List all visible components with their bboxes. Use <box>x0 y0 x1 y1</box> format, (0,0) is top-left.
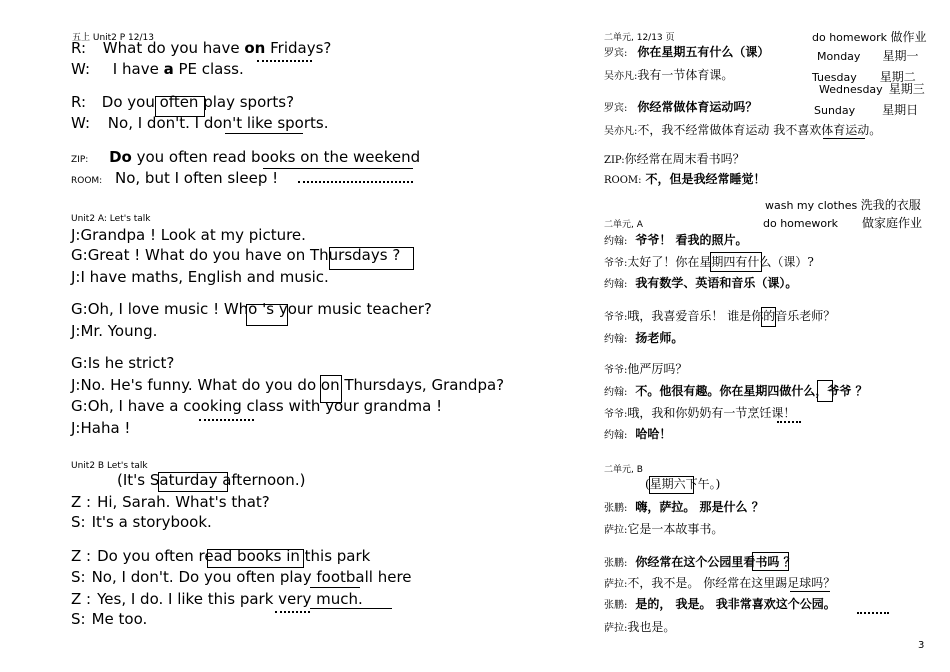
right-line-4 <box>604 124 881 137</box>
line-text: you often read books on the weekend <box>131 148 421 166</box>
speaker: G: <box>71 354 88 372</box>
line-text: 嗨，萨拉。 那是什么 ？ <box>635 500 764 514</box>
speaker: ZIP: <box>71 155 89 165</box>
underline <box>310 608 392 609</box>
speaker: S: <box>71 568 86 586</box>
line-text: 我也是。 <box>627 620 676 634</box>
speaker: 约翰: <box>604 279 628 290</box>
speaker: 萨拉: <box>604 623 628 634</box>
vocab-en: Wednesday <box>819 83 883 96</box>
line-text: 它是一本故事书。 <box>627 522 724 536</box>
vocab-item <box>763 217 922 229</box>
right-b-line-6 <box>604 621 675 634</box>
vocab-en: Sunday <box>814 104 856 117</box>
line-bold: a <box>163 60 174 78</box>
page-number: 3 <box>918 640 925 651</box>
speaker: J: <box>71 419 81 437</box>
line-text: Hi, Sarah. What's that? <box>97 493 270 511</box>
line-text: I have maths, English and music. <box>80 268 329 286</box>
speaker: 约翰: <box>604 430 628 441</box>
line-text: 不，但是我经常睡觉！ <box>645 172 766 186</box>
underline <box>225 133 303 134</box>
left-a-line-5 <box>71 324 157 339</box>
vocab-cn: 做家庭作业 <box>862 216 923 230</box>
right-a-line-5 <box>604 332 683 345</box>
line-text: Do you <box>101 93 160 111</box>
speaker: Z : <box>71 547 92 565</box>
left-b-line-4 <box>71 570 412 585</box>
answer-box <box>761 307 776 327</box>
speaker: 约翰: <box>604 236 628 247</box>
vocab-cn: 做作业 <box>890 30 927 44</box>
vocab-item <box>814 104 918 116</box>
speaker: R: <box>71 39 87 57</box>
speaker: 张鹏: <box>604 503 628 514</box>
line-text: What do you have <box>102 39 245 57</box>
underline <box>310 587 360 588</box>
speaker: 罗宾: <box>604 48 628 59</box>
vocab-en: Tuesday <box>812 71 857 84</box>
line-text: Yes, I do. I like this park very much. <box>97 590 363 608</box>
line-text: 哈哈！ <box>635 427 672 441</box>
speaker: 约翰: <box>604 387 628 398</box>
line-text: Fridays? <box>265 39 332 57</box>
speaker: J: <box>71 322 81 340</box>
right-a-line-1 <box>604 234 748 247</box>
speaker: R: <box>71 93 87 111</box>
dotted-underline <box>257 60 312 62</box>
left-b-line-2 <box>71 515 212 530</box>
line-text: 哦，我喜爱音乐！ 谁是你的音乐老师？ <box>627 309 836 323</box>
speaker: 爷爷: <box>604 365 628 376</box>
speaker: 萨拉: <box>604 579 628 590</box>
line-text: No, but I often sleep ! <box>115 169 279 187</box>
left-zip-line <box>71 150 420 165</box>
vocab-item <box>817 50 918 62</box>
dotted-underline <box>275 611 310 613</box>
line-text: Do you often read books in this park <box>97 547 371 565</box>
right-header-1: 二单元, 12/13 页 <box>604 33 675 43</box>
line-text: 是的， 我是。 我非常喜欢这个公园。 <box>635 597 836 611</box>
left-line-w1 <box>71 62 244 77</box>
right-a-line-2 <box>604 256 814 269</box>
line-text: Great ! What do you have on Thursdays ? <box>87 246 401 264</box>
answer-box <box>710 252 762 272</box>
line-text: Me too. <box>91 610 148 628</box>
speaker: G: <box>71 246 88 264</box>
left-a-line-8 <box>71 399 442 414</box>
right-line-2 <box>604 69 733 82</box>
line-text: 不，我不经常做体育运动 我不喜欢体育运动。 <box>637 123 882 137</box>
answer-box <box>649 476 694 494</box>
line-text: 他严厉吗？ <box>627 362 688 376</box>
line-text: Mr. Young. <box>80 322 158 340</box>
dotted-underline <box>199 419 254 421</box>
line-text: 不。他很有趣。你在星期四做什么，爷爷 ？ <box>635 384 868 398</box>
right-a-line-4 <box>604 310 835 323</box>
speaker: Z : <box>71 590 92 608</box>
line-text: PE class. <box>173 60 244 78</box>
left-a-line-1 <box>71 228 306 243</box>
line-text: 你经常在这个公园里看书吗 ？ <box>635 555 796 569</box>
left-b-line-1 <box>71 495 270 510</box>
right-b-line-2 <box>604 523 723 536</box>
vocab-item <box>765 199 921 211</box>
speaker: G: <box>71 397 88 415</box>
speaker: 吴亦凡: <box>604 126 638 137</box>
underline <box>263 168 413 169</box>
vocab-cn: 星期二 <box>879 70 916 84</box>
line-text: 不，我不是。 你经常在这里踢足球吗？ <box>627 576 836 590</box>
left-a-line-7 <box>71 378 504 393</box>
vocab-cn: 星期一 <box>882 49 919 63</box>
speaker: 张鹏: <box>604 600 628 611</box>
speaker: ZIP: <box>604 155 625 166</box>
right-zip-line <box>604 153 745 166</box>
line-text: 你在星期五有什么（课） <box>637 45 770 59</box>
left-header-2: Unit2 A: Let's talk <box>71 214 151 224</box>
speaker: J: <box>71 268 81 286</box>
right-header-2: 二单元, A <box>604 220 643 230</box>
line-text: Grandpa ! Look at my picture. <box>80 226 306 244</box>
line-text: 你经常做体育运动吗？ <box>637 100 758 114</box>
line-text: Is he strict? <box>87 354 175 372</box>
left-line-w2 <box>71 116 328 131</box>
line-text: No. He's funny. What do you do on Thursdays, Grandpa? <box>80 376 505 394</box>
line-text: 哦，我和你奶奶有一节烹饪课！ <box>627 406 796 420</box>
vocab-en: do homework <box>812 31 888 44</box>
vocab-cn: 洗我的衣服 <box>860 198 921 212</box>
left-line-r1 <box>71 41 331 56</box>
line-text: Oh, I have a cooking class with your grandma ! <box>87 397 443 415</box>
line-text: No, I don't. I don't like sports. <box>107 114 329 132</box>
line-bold: Do <box>109 148 132 166</box>
right-b-line-5 <box>604 598 836 611</box>
right-a-line-9 <box>604 428 671 441</box>
line-text: 我有数学、英语和音乐（课）。 <box>635 276 798 290</box>
line-text: 扬老师。 <box>635 331 684 345</box>
answer-box <box>246 304 288 326</box>
speaker: ROOM: <box>71 176 103 186</box>
vocab-cn: 星期三 <box>888 82 925 96</box>
left-a-line-6 <box>71 356 174 371</box>
right-b-line-1 <box>604 501 764 514</box>
right-a-line-6 <box>604 363 687 376</box>
speaker: 罗宾: <box>604 103 628 114</box>
speaker: ROOM: <box>604 175 642 186</box>
right-b-intro: (星期六下午。) <box>645 477 721 491</box>
left-a-line-3 <box>71 270 329 285</box>
vocab-en: do homework <box>763 217 839 230</box>
speaker: 萨拉: <box>604 525 628 536</box>
speaker: 爷爷: <box>604 312 628 323</box>
line-text: 太好了！你在星期四有什么（课）? <box>627 255 814 269</box>
answer-box <box>207 549 304 568</box>
vocab-en: wash my clothes <box>765 199 858 212</box>
answer-box <box>752 552 789 571</box>
right-a-line-8 <box>604 407 795 420</box>
answer-box <box>329 247 414 270</box>
line-text: I have <box>112 60 164 78</box>
vocab-cn: 星期日 <box>882 103 919 117</box>
right-a-line-3 <box>604 277 797 290</box>
left-a-line-9 <box>71 421 130 436</box>
line-text: 你经常在周末看书吗？ <box>624 152 745 166</box>
line-text: 我有一节体育课。 <box>637 68 734 82</box>
dotted-underline <box>777 421 801 423</box>
speaker: S: <box>71 513 86 531</box>
vocab-item <box>812 31 927 43</box>
vocab-en: Monday <box>817 50 861 63</box>
line-text: play sports? <box>198 93 295 111</box>
right-b-line-4 <box>604 577 835 590</box>
speaker: J: <box>71 376 81 394</box>
line-bold: on <box>244 39 266 57</box>
line-text: No, I don't. Do you often play football here <box>91 568 412 586</box>
line-text: Oh, I love music ! Who 's your music teacher? <box>87 300 432 318</box>
right-line-1 <box>604 46 769 59</box>
speaker: G: <box>71 300 88 318</box>
speaker: J: <box>71 226 81 244</box>
speaker: 张鹏: <box>604 558 628 569</box>
answer-box <box>158 472 228 492</box>
underline <box>790 591 830 592</box>
speaker: S: <box>71 610 86 628</box>
line-text: It's a storybook. <box>91 513 212 531</box>
speaker: 爷爷: <box>604 258 628 269</box>
left-room-line <box>71 171 278 186</box>
dotted-underline <box>298 181 413 183</box>
answer-box <box>817 380 833 402</box>
line-text: often <box>159 93 199 111</box>
line-text: Haha ! <box>80 419 131 437</box>
speaker: W: <box>71 60 91 78</box>
right-line-3 <box>604 101 757 114</box>
right-header-3: 二单元, B <box>604 465 643 475</box>
dotted-underline <box>857 612 889 614</box>
speaker: 爷爷: <box>604 409 628 420</box>
right-room-line <box>604 173 766 186</box>
underline <box>823 138 865 139</box>
line-text: 爷爷！ 看我的照片。 <box>635 233 748 247</box>
speaker: Z : <box>71 493 92 511</box>
left-b-line-5 <box>71 592 363 607</box>
speaker: W: <box>71 114 91 132</box>
left-b-line-6 <box>71 612 147 627</box>
left-b-intro: (It's Saturday afternoon.) <box>117 471 306 489</box>
speaker: 约翰: <box>604 334 628 345</box>
left-header-1: 五上 Unit2 P 12/13 <box>72 33 154 43</box>
left-header-3: Unit2 B Let's talk <box>71 461 148 471</box>
vocab-item <box>819 83 925 95</box>
speaker: 吴亦凡: <box>604 71 638 82</box>
